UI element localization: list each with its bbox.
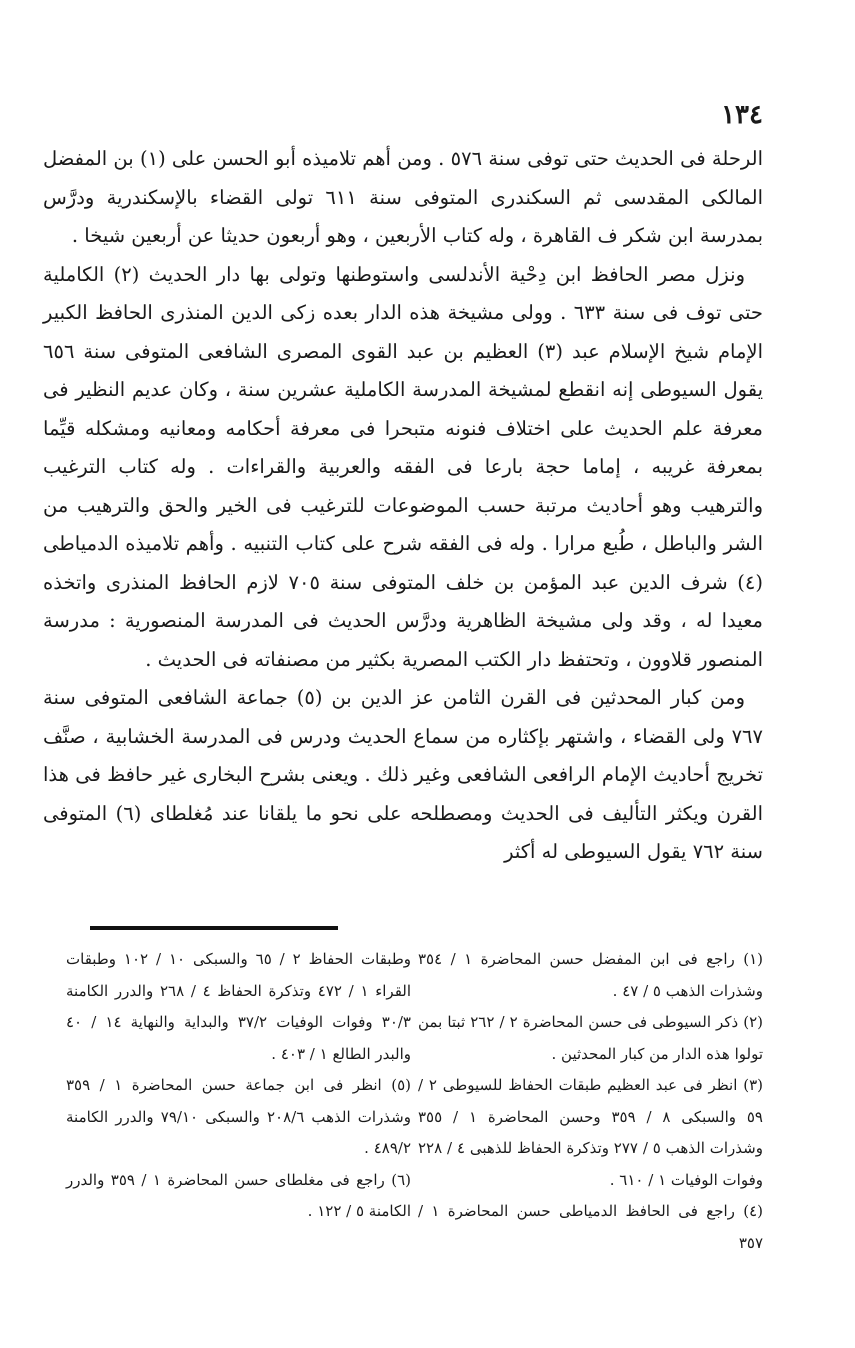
footnote: (٥) انظر فى ابن جماعة حسن المحاضرة ١ / ٣٥٩ وشذرات الذهب ٢٠٨/٦ والسبكى ٧٩/١٠ والدرر الكامنة ٤٨٩/٢ . xyxy=(66,1076,411,1157)
footnotes-left-column xyxy=(66,944,411,1228)
footnotes-right-column xyxy=(418,944,763,1259)
footnote: (٤) راجع فى الحافظ الدمياطى حسن المحاضرة ١ / ٣٥٧ xyxy=(418,1202,763,1252)
footnote-separator xyxy=(90,926,338,930)
footnote: (٦) راجع فى مغلطاى حسن المحاضرة ١ / ٣٥٩ والدرر الكامنة ٥ / ١٢٢ . xyxy=(66,1170,411,1220)
footnote: (٣) انظر فى عبد العظيم طبقات الحفاظ للسيوطى ٢ / ٥٩ والسبكى ٨ / ٣٥٩ وحسن المحاضرة ١ / ٣٥٥ وشذرات الذهب ٥ / ٢٧٧ وتذكرة الحفاظ للذهبى ٤ / ٢٢٨ وفوات الوفيات ١ / ٦١٠ . xyxy=(418,1076,764,1189)
paragraph: ومن كبار المحدثين فى القرن الثامن عز الدين بن (٥) جماعة الشافعى المتوفى سنة ٧٦٧ ولى القضاء ، واشتهر بإكثاره من سماع الحديث ودرس فى المدرسة الخشابية ، صنَّف تخريج أحاديث الإمام الرافعى الشافعى وغير ذلك . ويعنى بشرح البخارى غير حافظ فى هذا القرن ويكثر التأليف فى الحديث ومصطلحه على نحو ما يلقانا عند مُغلطاى (٦) المتوفى سنة ٧٦٢ يقول السيوطى له أكثر xyxy=(43,686,763,863)
footnote-continuation: وطبقات الحفاظ ٢ / ٦٥ والسبكى ١٠ / ١٠٢ وطبقات القراء ١ / ٤٧٢ وتذكرة الحفاظ ٤ / ٢٦٨ والدرر الكامنة ٣٠/٣ وفوات الوفيات ٣٧/٢ والبداية والنهاية ١٤ / ٤٠ والبدر الطالع ١ / ٤٠٣ . xyxy=(66,950,412,1063)
footnote: (١) راجع فى ابن المفضل حسن المحاضرة ١ / ٣٥٤ وشذرات الذهب ٥ / ٤٧ . xyxy=(418,950,763,1000)
paragraph: الرحلة فى الحديث حتى توفى سنة ٥٧٦ . ومن أهم تلاميذه أبو الحسن على (١) بن المفضل المالكى المقدسى ثم السكندرى المتوفى سنة ٦١١ تولى القضاء بالإسكندرية ودرَّس بمدرسة ابن شكر ف القاهرة ، وله كتاب الأربعين ، وهو أربعون حديثا عن أربعين شيخا . xyxy=(43,147,763,247)
main-text xyxy=(43,140,763,872)
footnote: (٢) ذكر السيوطى فى حسن المحاضرة ٢ / ٢٦٢ ثبتا بمن تولوا هذه الدار من كبار المحدثين . xyxy=(418,1013,763,1063)
paragraph: ونزل مصر الحافظ ابن دِحْية الأندلسى واستوطنها وتولى بها دار الحديث (٢) الكاملية حتى توف فى سنة ٦٣٣ . وولى مشيخة هذه الدار بعده زكى الدين المنذرى الحافظ الكبير الإمام شيخ الإسلام عبد (٣) العظيم بن عبد القوى المصرى الشافعى المتوفى سنة ٦٥٦ يقول السيوطى إنه انقطع لمشيخة المدرسة الكاملية عشرين سنة ، وكان عديم النظير فى معرفة علم الحديث على اختلاف فنونه متبحرا فى معرفة أحكامه ومعانيه ومشكله قيِّما بمعرفة غريبه ، إماما حجة بارعا فى الفقه والعربية والقراءات . وله كتاب الترغيب والترهيب وهو أحاديث مرتبة حسب الموضوعات للترغيب فى الخير والحق والترهيب من الشر والباطل ، طُبع مرارا . وله فى الفقه شرح على كتاب التنبيه . وأهم تلاميذه الدمياطى (٤) شرف الدين عبد المؤمن بن خلف المتوفى سنة ٧٠٥ لازم الحافظ المنذرى واتخذه معيدا له ، وقد ولى مشيخة الظاهرية ودرَّس الحديث فى المدرسة المنصورية : مدرسة المنصور قلاوون ، وتحتفظ دار الكتب المصرية بكثير من مصنفاته فى الحديث . xyxy=(43,262,763,671)
page-number: ١٣٤ xyxy=(721,100,763,130)
